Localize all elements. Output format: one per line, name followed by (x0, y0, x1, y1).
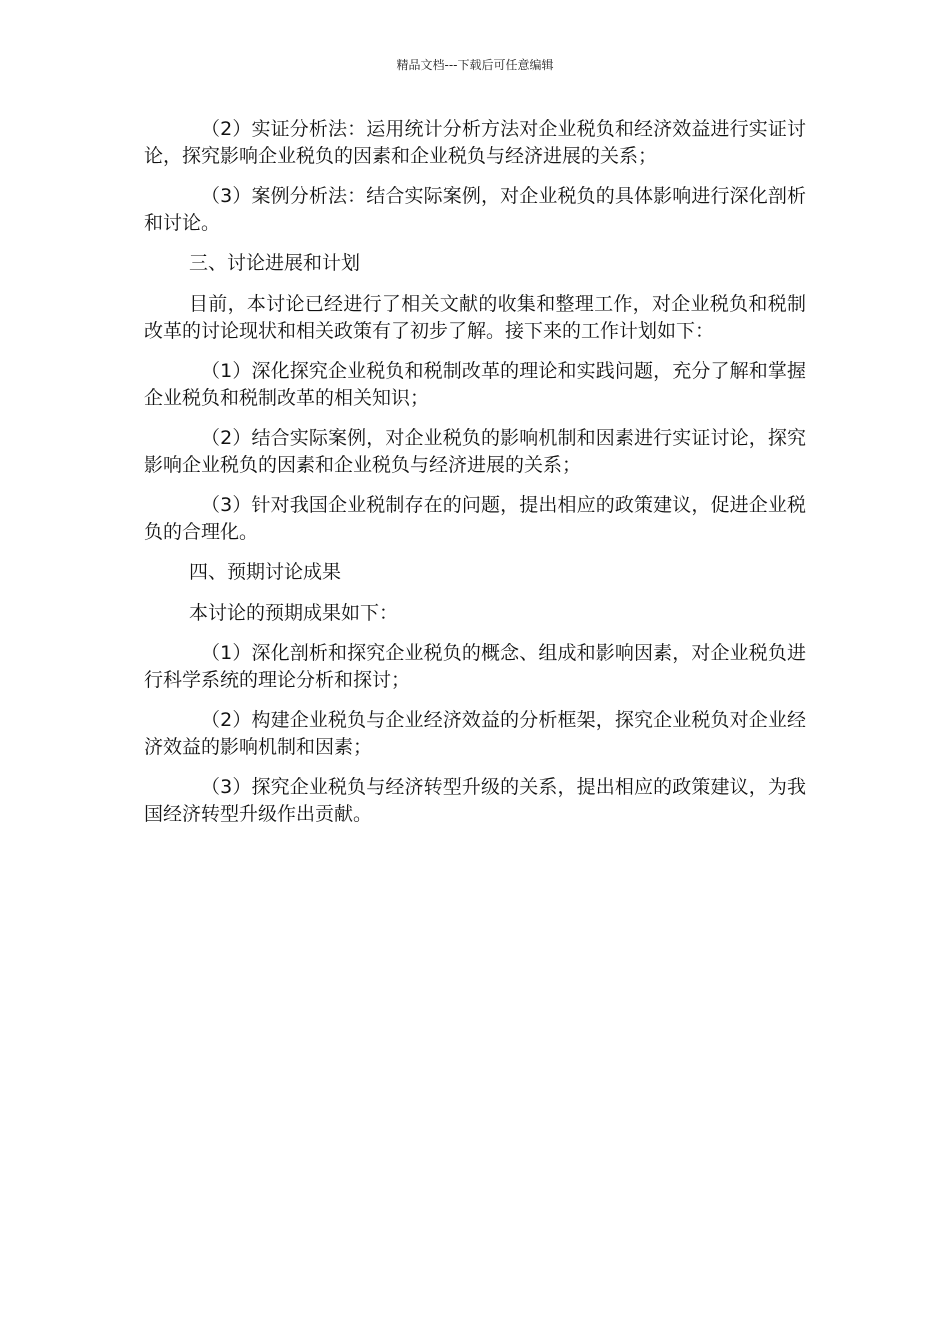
paragraph-outcome-2: （2）构建企业税负与企业经济效益的分析框架，探究企业税负对企业经济效益的影响机制和因素； (144, 709, 806, 758)
paragraph-method-empirical: （2）实证分析法：运用统计分析方法对企业税负和经济效益进行实证讨论，探究影响企业税负的因素和企业税负与经济进展的关系； (144, 118, 806, 167)
document-body (144, 116, 806, 841)
page-header: 精品文档---下载后可任意编辑 (396, 58, 554, 72)
paragraph-plan-3: （3）针对我国企业税制存在的问题，提出相应的政策建议，促进企业税负的合理化。 (144, 494, 806, 543)
section-heading-progress: 三、讨论进展和计划 (189, 252, 361, 274)
paragraph-outcome-1: （1）深化剖析和探究企业税负的概念、组成和影响因素，对企业税负进行科学系统的理论分析和探讨； (144, 642, 806, 691)
paragraph-progress-intro: 目前，本讨论已经进行了相关文献的收集和整理工作，对企业税负和税制改革的讨论现状和相关政策有了初步了解。接下来的工作计划如下： (144, 293, 806, 342)
paragraph-plan-1: （1）深化探究企业税负和税制改革的理论和实践问题，充分了解和掌握企业税负和税制改革的相关知识； (144, 360, 806, 409)
section-heading-outcomes: 四、预期讨论成果 (189, 561, 342, 583)
paragraph-plan-2: （2）结合实际案例，对企业税负的影响机制和因素进行实证讨论，探究影响企业税负的因素和企业税负与经济进展的关系； (144, 427, 806, 476)
paragraph-method-case: （3）案例分析法：结合实际案例，对企业税负的具体影响进行深化剖析和讨论。 (144, 185, 806, 234)
paragraph-outcomes-intro: 本讨论的预期成果如下： (189, 602, 399, 624)
paragraph-outcome-3: （3）探究企业税负与经济转型升级的关系，提出相应的政策建议，为我国经济转型升级作出贡献。 (144, 776, 806, 825)
